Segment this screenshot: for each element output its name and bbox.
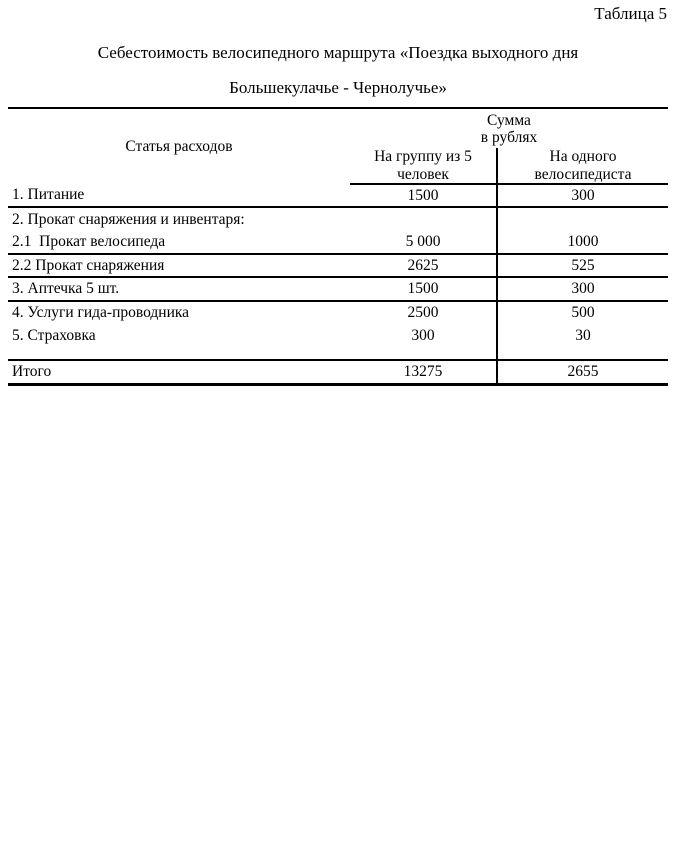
row-group-value: 300 [411,326,435,344]
row-single-value: 300 [497,277,668,301]
row-group-value [350,207,497,231]
table-row-rental-header [8,207,668,231]
table-row-food [8,184,668,207]
total-group-value: 13275 [403,362,443,380]
header-per-cyclist [497,148,668,184]
row-single-value: 30 [497,324,668,347]
document-title-line1: Себестоимость велосипедного маршрута «Поездка выходного дня [97,43,579,62]
table-row-gear-rental [8,254,668,277]
header-sum-line1: Сумма [487,111,531,129]
table-row-insurance [8,324,668,347]
table-row-spacer [8,347,668,360]
header-per-cyclist-line1: На одного [549,148,617,165]
table-row-guide [8,301,668,324]
table-row-firstaid [8,277,668,301]
header-expense-item: Статья расходов [125,137,233,155]
row-single-value [497,207,668,231]
row-label: 1. Питание [8,184,350,207]
row-group-value [350,347,497,360]
header-per-group [350,148,497,184]
header-per-group-line1: На группу из 5 [374,148,472,165]
row-label [8,347,350,360]
table-row-total [8,360,668,384]
row-label: 2. Прокат снаряжения и инвентаря: [12,210,245,228]
row-label: 2.1 Прокат велосипеда [8,231,350,254]
table-header-row-1 [8,108,668,148]
row-group-value: 1500 [350,277,497,301]
document-title-line2: Большекулачье - Чернолучье» [229,78,447,97]
row-group-value: 5 000 [350,231,497,254]
row-group-value: 2625 [350,254,497,277]
total-single-value: 2655 [497,360,668,384]
table-row-bike-rental [8,231,668,254]
header-sum [350,108,668,148]
header-sum-line2: в рублях [480,128,538,146]
header-per-group-line2: человек [397,165,449,183]
document-title [0,35,676,105]
cost-table [8,107,668,386]
row-group-value: 2500 [407,304,439,321]
row-label: 2.2 Прокат снаряжения [8,254,350,277]
table-caption-label: Таблица 5 [594,4,667,23]
row-single-value [497,347,668,360]
row-label: 3. Аптечка 5 шт. [8,277,350,301]
row-single-value: 1000 [497,231,668,254]
row-label: 4. Услуги гида-проводника [12,304,190,321]
row-label: 5. Страховка [12,326,96,344]
total-label: Итого [12,362,52,380]
row-single-value: 525 [497,254,668,277]
row-group-value: 1500 [350,184,497,207]
header-per-cyclist-line2: велосипедиста [534,165,632,183]
row-single-value: 500 [497,301,668,324]
row-single-value: 300 [497,184,668,207]
